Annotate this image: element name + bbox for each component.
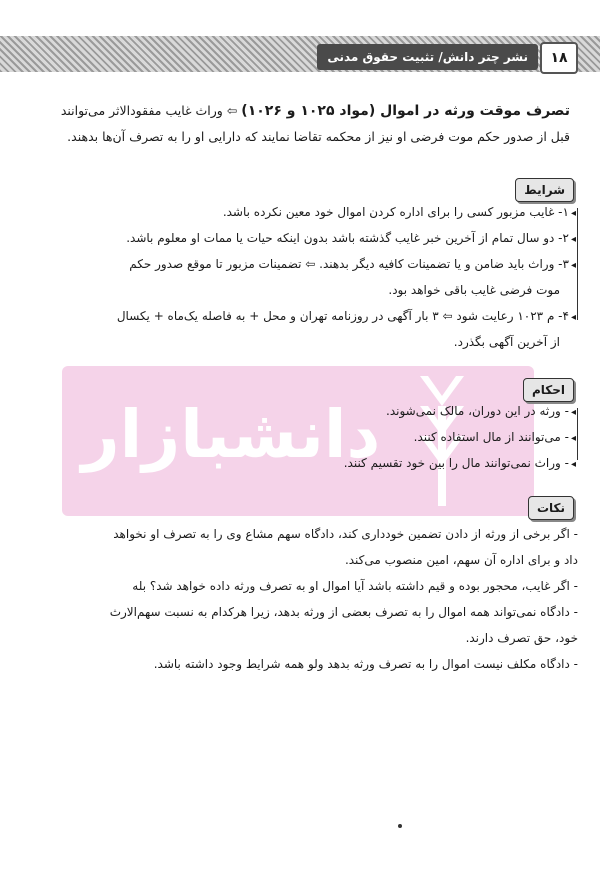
intro-line-2: قبل از صدور حکم موت فرضی او نیز از محکمه تقاضا نمایند که دارایی او را به تصرف آن‌ها بدهند. [67, 129, 570, 144]
arrow-left-icon: ◂ [570, 260, 576, 271]
note-line-3: - اگر غایب، محجور بوده و قیم داشته باشد آیا اموال او به تصرف ورثه داده خواهد شد؟ بله [132, 579, 578, 593]
conditions-bracket [577, 208, 578, 320]
rulings-bracket [577, 408, 578, 460]
watermark-text: دانشبازار [81, 396, 381, 473]
ruling-item-2: ◂- می‌توانند از مال استفاده کنند. [413, 430, 576, 444]
section-title: تصرف موقت ورثه در اموال (مواد ۱۰۲۵ و ۱۰۲۶) [241, 103, 570, 119]
arrow-left-icon: ◂ [570, 407, 576, 418]
page-number: ۱۸ [540, 42, 578, 74]
condition-item-3: ◂۳- وراث باید ضامن و یا تضمینات کافیه دیگر بدهند. ⇦ تضمینات مزبور تا موقع صدور حکم [129, 257, 576, 271]
condition-item-2: ◂۲- دو سال تمام از آخرین خبر غایب گذشته باشد بدون اینکه حیات یا ممات او معلوم باشد. [126, 231, 576, 245]
intro-paragraph [26, 98, 570, 150]
rulings-label: احکام [523, 378, 574, 402]
note-line-4: - دادگاه نمی‌تواند همه اموال را به تصرف بعضی از ورثه بدهد، زیرا هرکدام به نسبت سهم‌الارث [109, 605, 578, 619]
ruling-item-3: ◂- وراث نمی‌توانند مال را بین خود تقسیم کنند. [343, 456, 576, 470]
note-line-2: داد و برای اداره آن سهم، امین منصوب می‌کند. [344, 553, 578, 567]
arrow-left-icon: ◂ [570, 459, 576, 470]
note-line-5: خود، حق تصرف دارند. [465, 631, 578, 645]
condition-item-3-cont: موت فرضی غایب باقی خواهد بود. [388, 283, 560, 297]
arrow-left-icon: ◂ [570, 433, 576, 444]
notes-label: نکات [528, 496, 574, 520]
conditions-label: شرایط [515, 178, 574, 202]
condition-item-4: ◂۴- م ۱۰۲۳ رعایت شود ⇦ ۳ بار آگهی در روزنامه تهران و محل + به فاصله یک‌ماه + یکسال [116, 309, 576, 323]
condition-item-1: ◂۱- غایب مزبور کسی را برای اداره کردن اموال خود معین نکرده باشد. [222, 205, 576, 219]
arrow-left-icon: ◂ [570, 208, 576, 219]
condition-item-4-cont: از آخرین آگهی بگذرد. [453, 335, 560, 349]
note-line-1: - اگر برخی از ورثه از دادن تضمین خودداری کند، دادگاه سهم مشاع وی را به تصرف او نخواهد [113, 527, 578, 541]
arrow-icon: ⇦ [226, 103, 238, 118]
page-dot [398, 824, 402, 828]
intro-text: وراث غایب مفقودالاثر می‌توانند [60, 103, 223, 118]
ruling-item-1: ◂- ورثه در این دوران، مالک نمی‌شوند. [386, 404, 576, 418]
arrow-left-icon: ◂ [570, 312, 576, 323]
running-title: نشر چتر دانش/ تثبیت حقوق مدنی [317, 44, 538, 70]
note-line-6: - دادگاه مکلف نیست اموال را به تصرف ورثه بدهد ولو همه شرایط وجود داشته باشد. [153, 657, 578, 671]
arrow-left-icon: ◂ [570, 234, 576, 245]
